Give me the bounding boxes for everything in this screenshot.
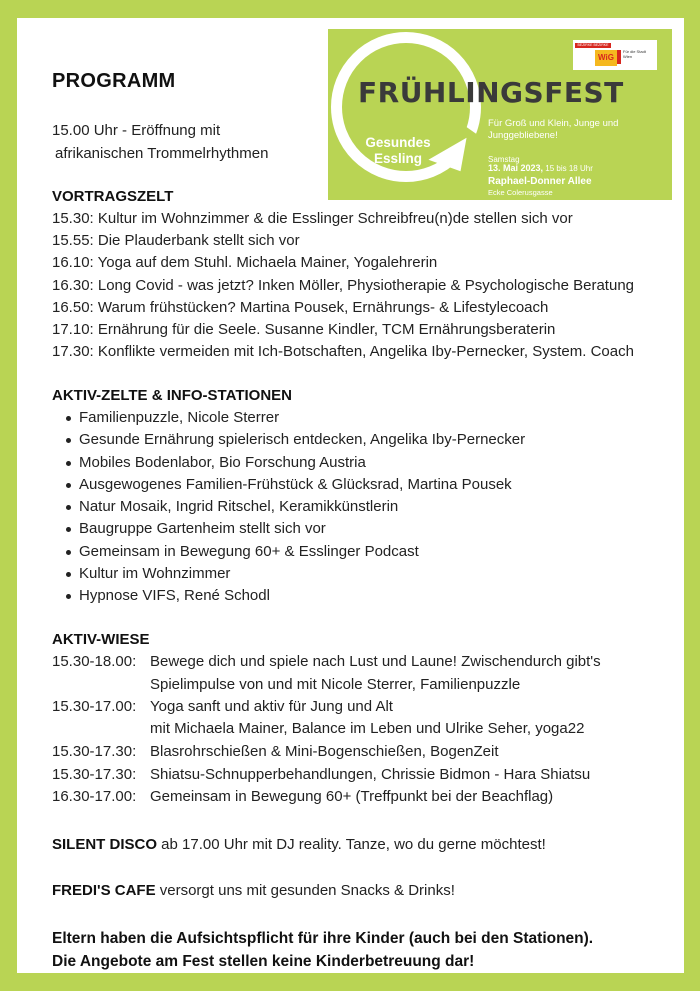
banner-subtitle: Für Groß und Klein, Junge und Junggebliebene!: [488, 118, 619, 141]
vienna-flag-icon: [617, 50, 621, 64]
flyer-page: [17, 18, 684, 973]
list-item: 16.10: Yoga auf dem Stuhl. Michaela Mainer, Yogalehrerin: [52, 254, 438, 271]
opening-text: 15.00 Uhr - Eröffnung mit afrikanischen Trommelrhythmen: [52, 122, 269, 162]
list-item: Familienpuzzle, Nicole Sterrer: [64, 407, 525, 429]
schedule-row: 15.30-17.00: Yoga sanft und aktiv für Jung und Alt: [52, 698, 393, 715]
silent-disco-text: SILENT DISCO ab 17.00 Uhr mit DJ reality. Tanze, wo du gerne möchtest!: [52, 836, 546, 853]
list-item: 15.55: Die Plauderbank stellt sich vor: [52, 232, 300, 249]
section-title-aktivwiese: AKTIV-WIESE: [52, 631, 150, 648]
schedule-row: 15.30-17.30: Shiatsu-Schnupperbehandlungen, Chrissie Bidmon - Hara Shiatsu: [52, 766, 591, 783]
schedule-row-cont: mit Michaela Mainer, Balance im Leben und Ulrike Seher, yoga22: [150, 720, 585, 737]
list-item: Natur Mosaik, Ingrid Ritschel, Keramikkünstlerin: [64, 496, 525, 518]
list-item: Kultur im Wohnzimmer: [64, 563, 525, 585]
page-title: PROGRAMM: [52, 70, 176, 92]
schedule-row: 16.30-17.00: Gemeinsam in Bewegung 60+ (Treffpunkt bei der Beachflag): [52, 788, 554, 805]
section-title-aktivzelte: AKTIV-ZELTE & INFO-STATIONEN: [52, 387, 292, 404]
list-item: Mobiles Bodenlabor, Bio Forschung Austria: [64, 452, 525, 474]
list-item: 17.30: Konflikte vermeiden mit Ich-Botschaften, Angelika Iby-Pernecker, System. Coach: [52, 343, 634, 360]
wig-logo-icon: WiG: [595, 50, 617, 66]
banner-date: Samstag 13. Mai 2023, 15 bis 18 Uhr: [488, 155, 593, 173]
fredis-cafe-text: FREDI'S CAFE versorgt uns mit gesunden Snacks & Drinks!: [52, 882, 455, 899]
list-item: Hypnose VIFS, René Schodl: [64, 585, 525, 607]
list-item: 15.30: Kultur im Wohnzimmer & die Esslinger Schreibfreu(n)de stellen sich vor: [52, 210, 573, 227]
list-item: 17.10: Ernährung für die Seele. Susanne Kindler, TCM Ernährungsberaterin: [52, 321, 556, 338]
event-banner: [328, 29, 672, 200]
banner-place: Raphael-Donner Allee: [488, 176, 592, 187]
list-item: Baugruppe Gartenheim stellt sich vor: [64, 518, 525, 540]
supervision-notice: Eltern haben die Aufsichtspflicht für ihre Kinder (auch bei den Stationen). Die Angebote am Fest stellen keine Kinderbetreuung dar!: [52, 930, 594, 970]
sponsor-logo: BEZIRKE BEZIRKE WiG Für die Stadt Wien: [573, 40, 657, 70]
list-item: 16.50: Warum frühstücken? Martina Pousek, Ernährungs- & Lifestylecoach: [52, 299, 549, 316]
list-item: Gesunde Ernährung spielerisch entdecken, Angelika Iby-Pernecker: [64, 429, 525, 451]
schedule-row: 15.30-17.30: Blasrohrschießen & Mini-Bogenschießen, BogenZeit: [52, 743, 499, 760]
aktivzelte-list: [64, 407, 525, 608]
banner-place-sub: Ecke Colerusgasse: [488, 188, 553, 197]
banner-title: FRÜHLINGSFEST: [358, 76, 624, 109]
list-item: Ausgewogenes Familien-Frühstück & Glücksrad, Martina Pousek: [64, 474, 525, 496]
list-item: Gemeinsam in Bewegung 60+ & Esslinger Podcast: [64, 541, 525, 563]
list-item: 16.30: Long Covid - was jetzt? Inken Möller, Physiotherapie & Psychologische Beratung: [52, 277, 634, 294]
schedule-row-cont: Spielimpulse von und mit Nicole Sterrer, Familienpuzzle: [150, 676, 521, 693]
schedule-row: 15.30-18.00: Bewege dich und spiele nach Lust und Laune! Zwischendurch gibt's: [52, 653, 601, 670]
section-title-vortragszelt: VORTRAGSZELT: [52, 188, 174, 205]
banner-brand: Gesundes Essling: [365, 135, 431, 166]
